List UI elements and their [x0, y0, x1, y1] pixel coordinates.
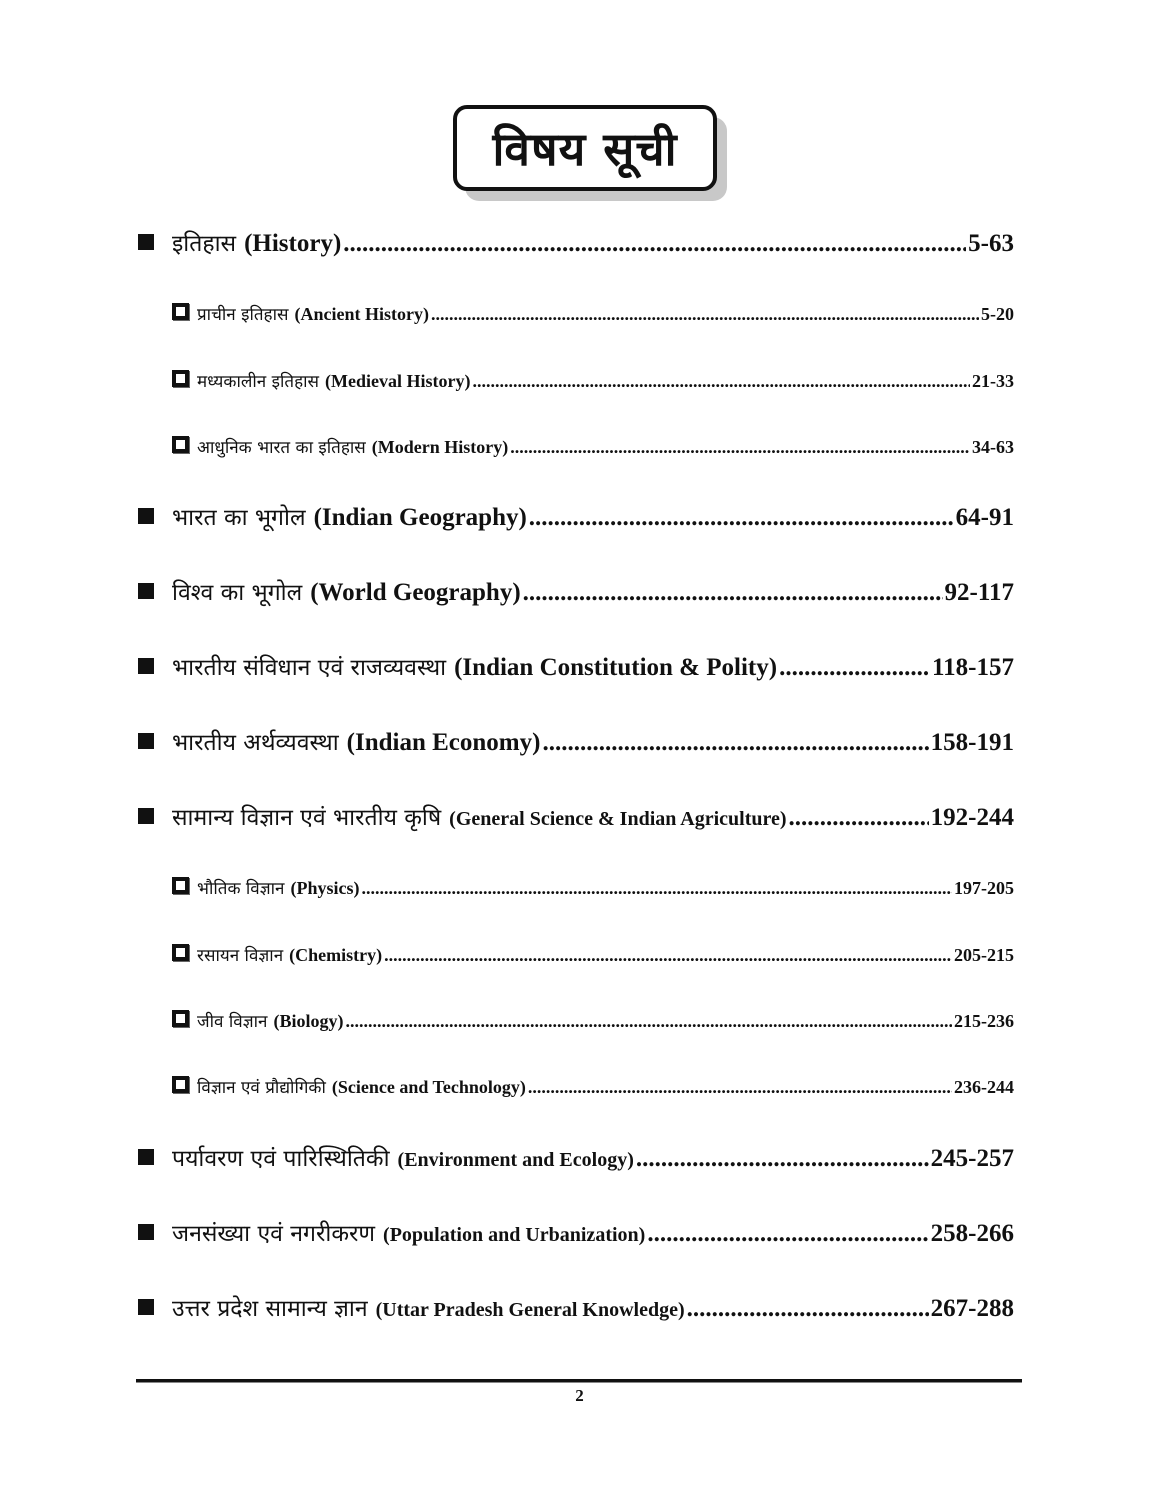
dot-leader: [523, 579, 943, 607]
entry-page-range: 267-288: [930, 1295, 1014, 1322]
filled-square-bullet-icon: [138, 234, 154, 250]
dot-leader: [362, 878, 953, 899]
entry-english-title: (Physics): [290, 878, 360, 898]
toc-subentry[interactable]: [172, 369, 1014, 392]
dot-leader: [345, 1011, 952, 1032]
filled-square-bullet-icon: [138, 1224, 154, 1240]
dot-leader: [542, 729, 928, 757]
toc-subentry[interactable]: [172, 943, 1014, 966]
entry-english-title: (Modern History): [371, 437, 509, 457]
dot-leader: [529, 504, 954, 532]
entry-hindi-title: भारतीय संविधान एवं राजव्यवस्था: [172, 655, 447, 681]
dot-leader: [528, 1077, 952, 1098]
entry-hindi-title: रसायन विज्ञान: [197, 946, 284, 966]
entry-hindi-title: उत्तर प्रदेश सामान्य ज्ञान: [172, 1296, 368, 1322]
hollow-square-bullet-icon: [172, 1010, 189, 1027]
entry-english-title: (Environment and Ecology): [397, 1149, 634, 1171]
entry-english-title: (Ancient History): [294, 304, 429, 324]
entry-english-title: (Biology): [273, 1011, 344, 1031]
dot-leader: [384, 945, 952, 966]
entry-page-range: 215-236: [954, 1011, 1014, 1031]
hollow-square-bullet-icon: [172, 436, 189, 453]
hollow-square-bullet-icon: [172, 944, 189, 961]
entry-hindi-title: पर्यावरण एवं पारिस्थितिकी: [172, 1146, 390, 1172]
entry-english-title: (World Geography): [310, 579, 521, 606]
filled-square-bullet-icon: [138, 583, 154, 599]
entry-page-range: 5-63: [968, 230, 1014, 257]
dot-leader: [647, 1220, 928, 1248]
toc-subentry[interactable]: [172, 876, 1014, 899]
toc-title: विषय सूची: [453, 105, 717, 191]
entry-page-range: 92-117: [944, 579, 1014, 606]
hollow-square-bullet-icon: [172, 1076, 189, 1093]
hollow-square-bullet-icon: [172, 370, 189, 387]
toc-subentry[interactable]: [172, 1009, 1014, 1032]
filled-square-bullet-icon: [138, 508, 154, 524]
entry-english-title: (Medieval History): [325, 371, 471, 391]
toc-entry[interactable]: [138, 226, 1014, 258]
toc-subentry[interactable]: [172, 1075, 1014, 1098]
dot-leader: [779, 654, 930, 682]
entry-page-range: 158-191: [930, 729, 1014, 756]
entry-hindi-title: आधुनिक भारत का इतिहास: [197, 438, 366, 458]
toc-entry[interactable]: [138, 575, 1014, 607]
toc-entry[interactable]: [138, 1216, 1014, 1248]
toc-entry[interactable]: [138, 1291, 1014, 1323]
entry-english-title: (Science and Technology): [331, 1077, 526, 1097]
dot-leader: [343, 230, 966, 258]
entry-hindi-title: इतिहास: [172, 231, 237, 257]
entry-hindi-title: भारत का भूगोल: [172, 505, 306, 531]
entry-page-range: 192-244: [930, 804, 1014, 831]
entry-page-range: 245-257: [930, 1145, 1014, 1172]
entry-english-title: (General Science & Indian Agriculture): [449, 808, 787, 830]
dot-leader: [636, 1145, 929, 1173]
hollow-square-bullet-icon: [172, 877, 189, 894]
entry-page-range: 21-33: [972, 371, 1014, 391]
toc-subentry[interactable]: [172, 435, 1014, 458]
toc-entry[interactable]: [138, 650, 1014, 682]
entry-page-range: 197-205: [954, 878, 1014, 898]
entry-page-range: 236-244: [954, 1077, 1014, 1097]
entry-english-title: (Population and Urbanization): [383, 1224, 646, 1246]
toc-entry[interactable]: [138, 800, 1014, 832]
dot-leader: [789, 804, 929, 832]
filled-square-bullet-icon: [138, 733, 154, 749]
filled-square-bullet-icon: [138, 1149, 154, 1165]
entry-hindi-title: प्राचीन इतिहास: [197, 305, 289, 325]
entry-english-title: (Indian Constitution & Polity): [454, 654, 778, 681]
entry-page-range: 34-63: [972, 437, 1014, 457]
dot-leader: [687, 1295, 929, 1323]
footer-divider: [136, 1379, 1022, 1383]
toc-entry[interactable]: [138, 725, 1014, 757]
entry-english-title: (Indian Economy): [346, 729, 541, 756]
entry-hindi-title: सामान्य विज्ञान एवं भारतीय कृषि: [172, 805, 442, 831]
hollow-square-bullet-icon: [172, 303, 189, 320]
entry-hindi-title: मध्यकालीन इतिहास: [197, 372, 320, 392]
toc-entry[interactable]: [138, 1141, 1014, 1173]
page-number: 2: [575, 1386, 584, 1405]
dot-leader: [510, 437, 970, 458]
toc-subentry[interactable]: [172, 302, 1014, 325]
entry-page-range: 5-20: [981, 304, 1014, 324]
entry-hindi-title: जीव विज्ञान: [197, 1012, 268, 1032]
entry-english-title: (History): [244, 230, 342, 257]
entry-english-title: (Indian Geography): [313, 504, 527, 531]
filled-square-bullet-icon: [138, 658, 154, 674]
dot-leader: [431, 304, 979, 325]
entry-page-range: 258-266: [930, 1220, 1014, 1247]
entry-english-title: (Uttar Pradesh General Knowledge): [375, 1299, 685, 1321]
toc-entry[interactable]: [138, 500, 1014, 532]
toc-title-frame: [453, 105, 715, 189]
filled-square-bullet-icon: [138, 1299, 154, 1315]
entry-hindi-title: भौतिक विज्ञान: [197, 879, 285, 899]
filled-square-bullet-icon: [138, 808, 154, 824]
entry-hindi-title: विज्ञान एवं प्रौद्योगिकी: [197, 1078, 326, 1098]
entry-page-range: 205-215: [954, 945, 1014, 965]
entry-english-title: (Chemistry): [289, 945, 383, 965]
entry-hindi-title: जनसंख्या एवं नगरीकरण: [172, 1221, 376, 1247]
dot-leader: [472, 371, 970, 392]
entry-page-range: 118-157: [932, 654, 1014, 681]
entry-page-range: 64-91: [955, 504, 1014, 531]
entry-hindi-title: भारतीय अर्थव्यवस्था: [172, 730, 339, 756]
entry-hindi-title: विश्व का भूगोल: [172, 580, 303, 606]
